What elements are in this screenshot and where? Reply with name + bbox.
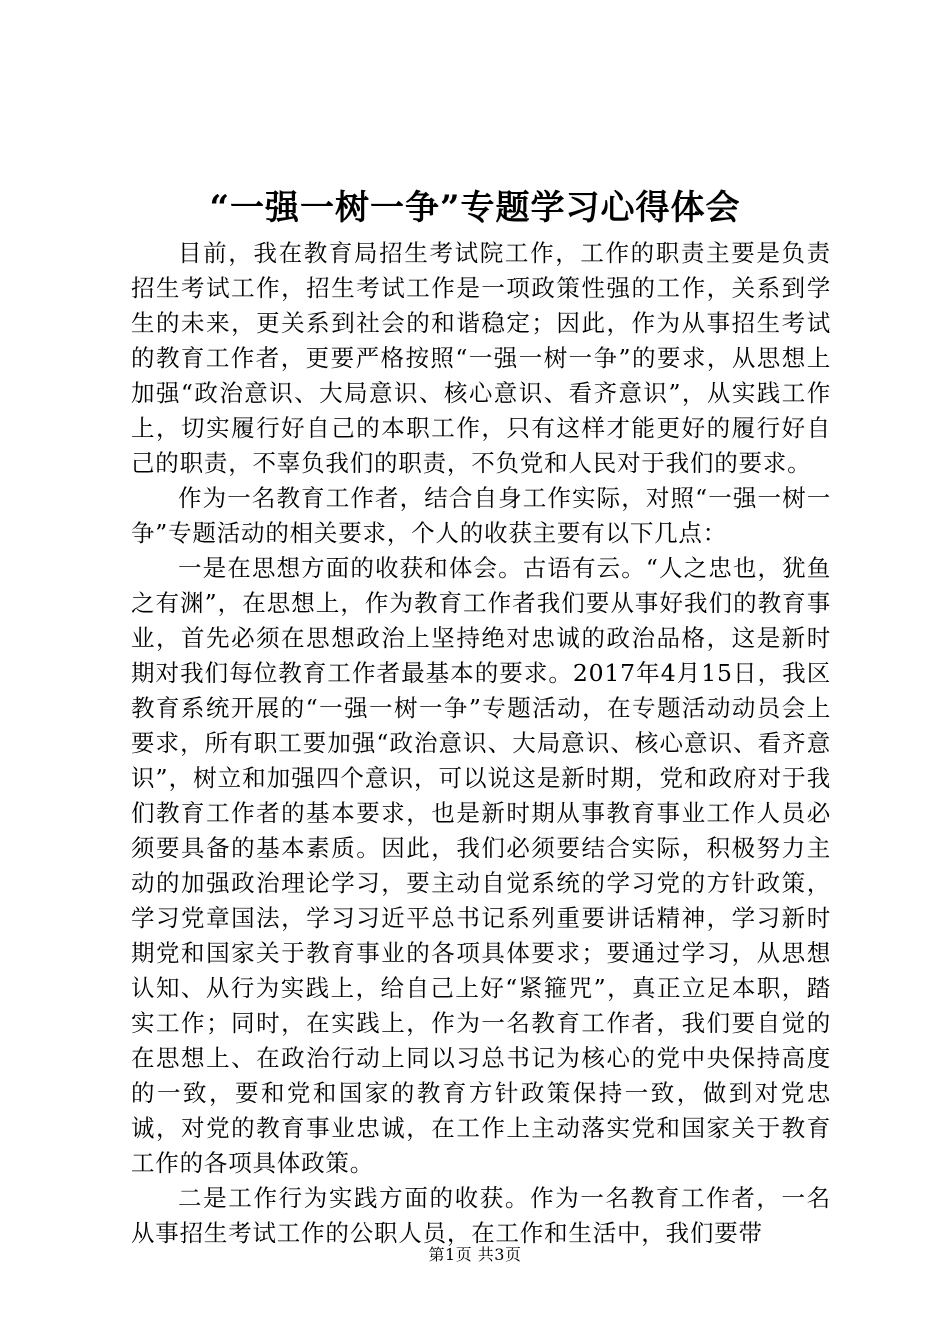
document-title: “一强一树一争”专题学习心得体会	[209, 188, 741, 228]
paragraph: 一是在思想方面的收获和体会。古语有云。“人之忠也，犹鱼之有渊”，在思想上，作为教育工作者我们要从事好我们的教育事业，首先必须在思想政治上坚持绝对忠诚的政治品格，这是新时期对我们每位教育工作者最基本的要求。2017年4月15日，我区教育系统开展的“一强一树一争”专题活动，在专题活动动员会上要求，所有职工要加强“政治意识、大局意识、核心意识、看齐意识”，树立和加强四个意识，可以说这是新时期，党和政府对于我们教育工作者的基本要求，也是新时期从事教育事业工作人员必须要具备的基本素质。因此，我们必须要结合实际，积极努力主动的加强政治理论学习，要主动自觉系统的学习党的方针政策，学习党章国法，学习习近平总书记系列重要讲话精神，学习新时期党和国家关于教育事业的各项具体要求；要通过学习，从思想认知、从行为实践上，给自己上好“紧箍咒”，真正立足本职，踏实工作；同时，在实践上，作为一名教育工作者，我们要自觉的在思想上、在政治行动上同以习总书记为核心的党中央保持高度的一致，要和党和国家的教育方针政策保持一致，做到对党忠诚，对党的教育事业忠诚，在工作上主动落实党和国家关于教育工作的各项具体政策。	[131, 554, 831, 1177]
document-body	[131, 236, 831, 1251]
paragraph: 目前，我在教育局招生考试院工作，工作的职责主要是负责招生考试工作，招生考试工作是一项政策性强的工作，关系到学生的未来，更关系到社会的和谐稳定；因此，作为从事招生考试的教育工作者，更要严格按照“一强一树一争”的要求，从思想上加强“政治意识、大局意识、核心意识、看齐意识”，从实践工作上，切实履行好自己的本职工作，只有这样才能更好的履行好自己的职责，不辜负我们的职责，不负党和人民对于我们的要求。	[131, 239, 831, 477]
page-number-footer: 第1页 共3页	[428, 1245, 522, 1264]
paragraph: 作为一名教育工作者，结合自身工作实际，对照“一强一树一争”专题活动的相关要求，个人的收获主要有以下几点：	[131, 484, 831, 547]
paragraph: 二是工作行为实践方面的收获。作为一名教育工作者，一名从事招生考试工作的公职人员，在工作和生活中，我们要带	[131, 1184, 831, 1247]
